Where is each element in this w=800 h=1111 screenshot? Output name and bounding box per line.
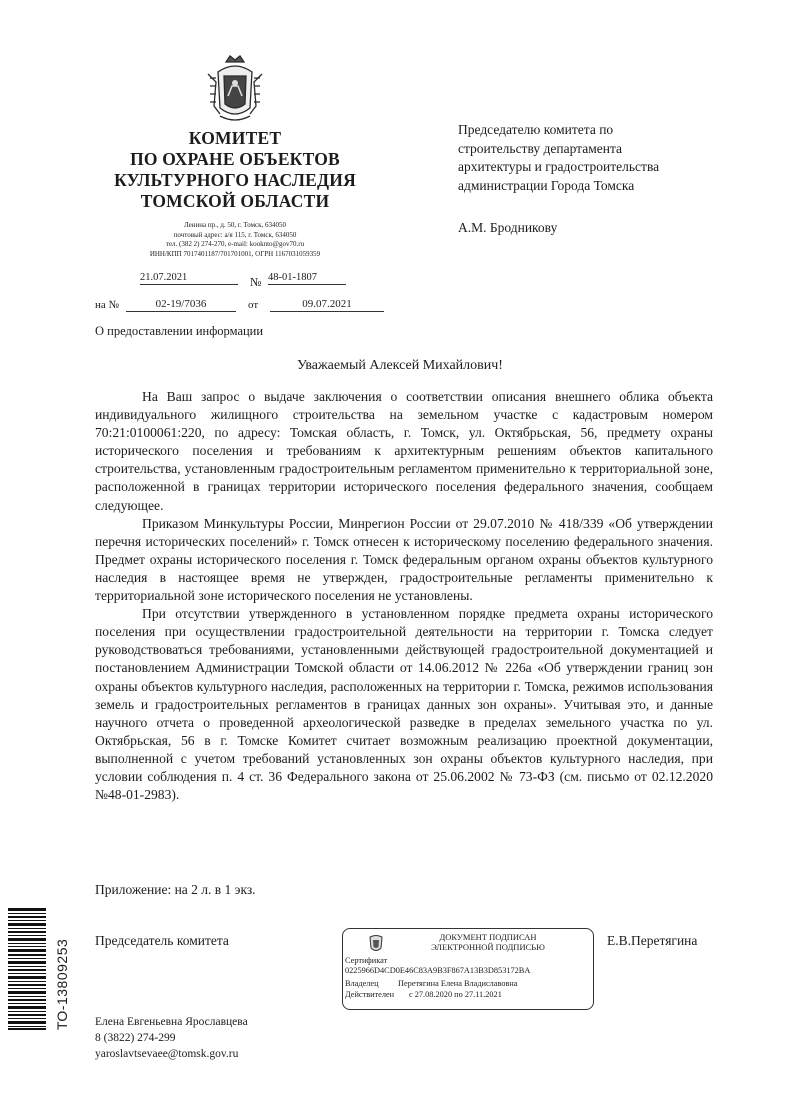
addressee-name: А.М. Бродникову [458, 220, 558, 235]
registration-number: 48-01-1807 [268, 272, 346, 285]
body-paragraph: На Ваш запрос о выдаче заключения о соответствии описания внешнего облика объекта индивидуального жилищного строительства на земельном участке с кадастровым номером 70:21:0100061:220, по адресу: Томская область, г. Томск, ул. Октябрьская, 56, предмету охраны исторического поселения и требованиям к архитектурным решениям объектов капитального строительства, установленным градостроительным регламентом применительно к территориальной зоне, расположенной в границах территории исторического поселения федерального значения, сообщаем следующее. [95, 389, 713, 513]
signer-name: Е.В.Перетягина [607, 933, 698, 948]
contact-line: ИНН/КПП 7017401187/701701001, ОГРН 1167031059359 [149, 249, 321, 258]
letter-subject: О предоставлении информации [95, 324, 264, 338]
stamp-owner-label: Владелец [345, 979, 379, 988]
org-name-line: ТОМСКОЙ ОБЛАСТИ [140, 191, 330, 211]
stamp-valid-label: Действителен [345, 990, 395, 999]
stamp-crest-icon [368, 934, 384, 954]
registration-date: 21.07.2021 [140, 272, 238, 285]
executor-email: yaroslavtsevaee@tomsk.gov.ru [95, 1048, 239, 1060]
stamp-heading-line: ЭЛЕКТРОННОЙ ПОДПИСЬЮ [431, 941, 545, 952]
body-paragraph: Приказом Минкультуры России, Минрегион России от 29.07.2010 № 418/339 «Об утверждении перечня исторических поселений» г. Томск отнесен к историческому поселению федерального значения. Предмет охраны исторического поселения г. Томск федеральным органом охраны объектов культурного наследия в настоящее время не утвержден, градостроительные регламенты применительно к территориальной зоне исторического поселения не установлены. [95, 515, 713, 604]
electronic-signature-stamp [342, 928, 594, 1010]
org-name-line: ПО ОХРАНЕ ОБЪЕКТОВ [130, 149, 340, 169]
greeting: Уважаемый Алексей Михайлович! [297, 358, 503, 373]
stamp-cert-value: 0225966D4CD0E46C83A9B3F867A13B3D853172BA [345, 966, 531, 975]
executor-phone: 8 (3822) 274-299 [95, 1032, 176, 1044]
addressee-line: строительству департамента [458, 140, 623, 156]
stamp-heading [403, 933, 573, 952]
stamp-valid-value: с 27.08.2020 по 27.11.2021 [409, 990, 502, 999]
organization-contacts [120, 221, 350, 259]
org-name-line: КУЛЬТУРНОГО НАСЛЕДИЯ [114, 170, 356, 190]
addressee-block [458, 121, 758, 195]
letter-body [95, 388, 713, 804]
reference-number-label: на № [95, 299, 120, 311]
contact-line: тел. (382 2) 274-270, e-mail: kooknto@gov70.ru [165, 240, 305, 248]
executor-contact [95, 1014, 248, 1062]
reference-date: 09.07.2021 [270, 298, 384, 312]
registration-number-label: № [250, 275, 262, 289]
org-name-line: КОМИТЕТ [188, 128, 282, 148]
addressee-line: Председателю комитета по [458, 122, 614, 137]
reference-number: 02-19/7036 [126, 298, 236, 312]
barcode-number: ТО-13809253 [54, 938, 70, 1030]
executor-name: Елена Евгеньевна Ярославцева [95, 1016, 248, 1028]
signer-title: Председатель комитета [95, 933, 229, 948]
contact-line: почтовый адрес: а/я 115, г. Томск, 634050 [173, 230, 297, 239]
addressee-line: администрации Города Томска [458, 177, 635, 193]
stamp-cert-label: Сертификат [345, 956, 388, 965]
tomsk-coat-of-arms-icon [204, 52, 266, 124]
stamp-heading-line: ДОКУМЕНТ ПОДПИСАН [439, 932, 537, 942]
contact-line: Ленина пр., д. 50, г. Томск, 634050 [183, 221, 287, 229]
stamp-owner-value: Перетягина Елена Владиславовна [398, 979, 518, 988]
attachment-note: Приложение: на 2 л. в 1 экз. [95, 882, 256, 897]
organization-name [95, 128, 375, 212]
barcode-icon [8, 908, 46, 1030]
body-paragraph: При отсутствии утвержденного в установленном порядке предмета охраны исторического поселения при осуществлении градостроительной деятельности на территории г. Томска следует руководствоваться требованиями, установленными действующей градостроительной документацией и постановлением Администрации Томской области от 14.06.2012 № 226а «Об утверждении границ зон охраны объектов культурного наследия, расположенных на территории г. Томска, режимов использования земель и градостроительных регламентов в границах данных зон охраны». Учитывая это, и данные научного отчета о проведенной археологической разведке в пределах земельного участка по ул. Октябрьская, 56 в г. Томске Комитет считает возможным реализацию проектной документации, выполненной с учетом требований установленных зон охраны объектов культурного наследия, при условии соблюдения п. 4 ст. 36 Федерального закона от 25.06.2002 № 73-ФЗ (см. письмо от 02.12.2020 №48-01-2983). [95, 606, 713, 803]
addressee-line: архитектуры и градостроительства [458, 159, 660, 174]
reference-date-label: от [248, 299, 259, 311]
